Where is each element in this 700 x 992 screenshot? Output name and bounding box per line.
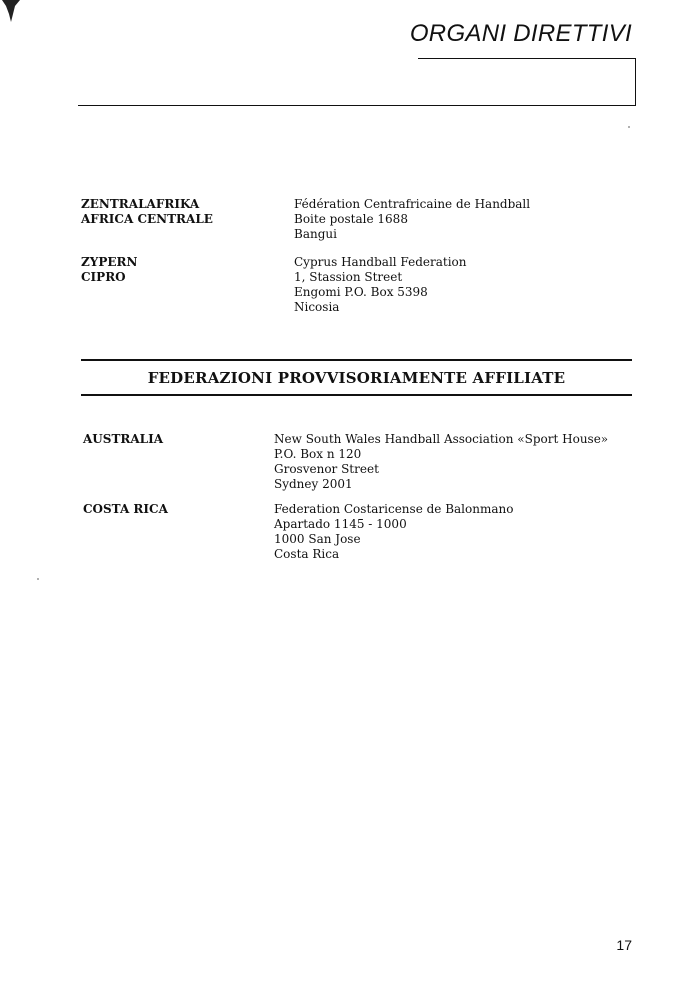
scan-speck [628,126,630,128]
country-name-german: ZYPERN [81,255,138,269]
country-names [83,502,168,517]
address-line: Engomi P.O. Box 5398 [294,285,428,299]
address-line: Cyprus Handball Federation [294,255,467,269]
address-line: Apartado 1145 - 1000 [274,517,407,531]
country-names [81,197,213,227]
country-name: AUSTRALIA [83,432,164,446]
country-name-italian: CIPRO [81,270,126,284]
section-title: FEDERAZIONI PROVVISORIAMENTE AFFILIATE [147,369,566,387]
address-line: Fédération Centrafricaine de Handball [294,197,531,211]
section-rule-top [81,359,632,361]
corner-ink-mark [2,0,20,22]
federation-address [274,432,608,492]
address-line: Federation Costaricense de Balonmano [274,502,514,516]
scan-speck [37,578,39,580]
address-line: Costa Rica [274,547,340,561]
country-names [83,432,163,447]
header-frame [78,58,636,106]
page-number: 17 [616,937,632,953]
address-line: Nicosia [294,300,340,314]
federation-address [294,255,467,315]
country-names [81,255,137,285]
country-name-german: ZENTRALAFRIKA [81,197,200,211]
address-line: 1000 San Jose [274,532,361,546]
address-line: New South Wales Handball Association «Sport House» [274,432,609,446]
section-rule-bottom [81,394,632,396]
federation-address [274,502,513,562]
address-line: 1, Stassion Street [294,270,403,284]
country-name-italian: AFRICA CENTRALE [81,212,213,226]
address-line: Bangui [294,227,337,241]
address-line: Sydney 2001 [274,477,353,491]
address-line: P.O. Box n 120 [274,447,362,461]
page-header-title: ORGANI DIRETTIVI [409,20,632,47]
address-line: Boite postale 1688 [294,212,408,226]
address-line: Grosvenor Street [274,462,379,476]
country-name: COSTA RICA [83,502,168,516]
federation-address [294,197,530,242]
